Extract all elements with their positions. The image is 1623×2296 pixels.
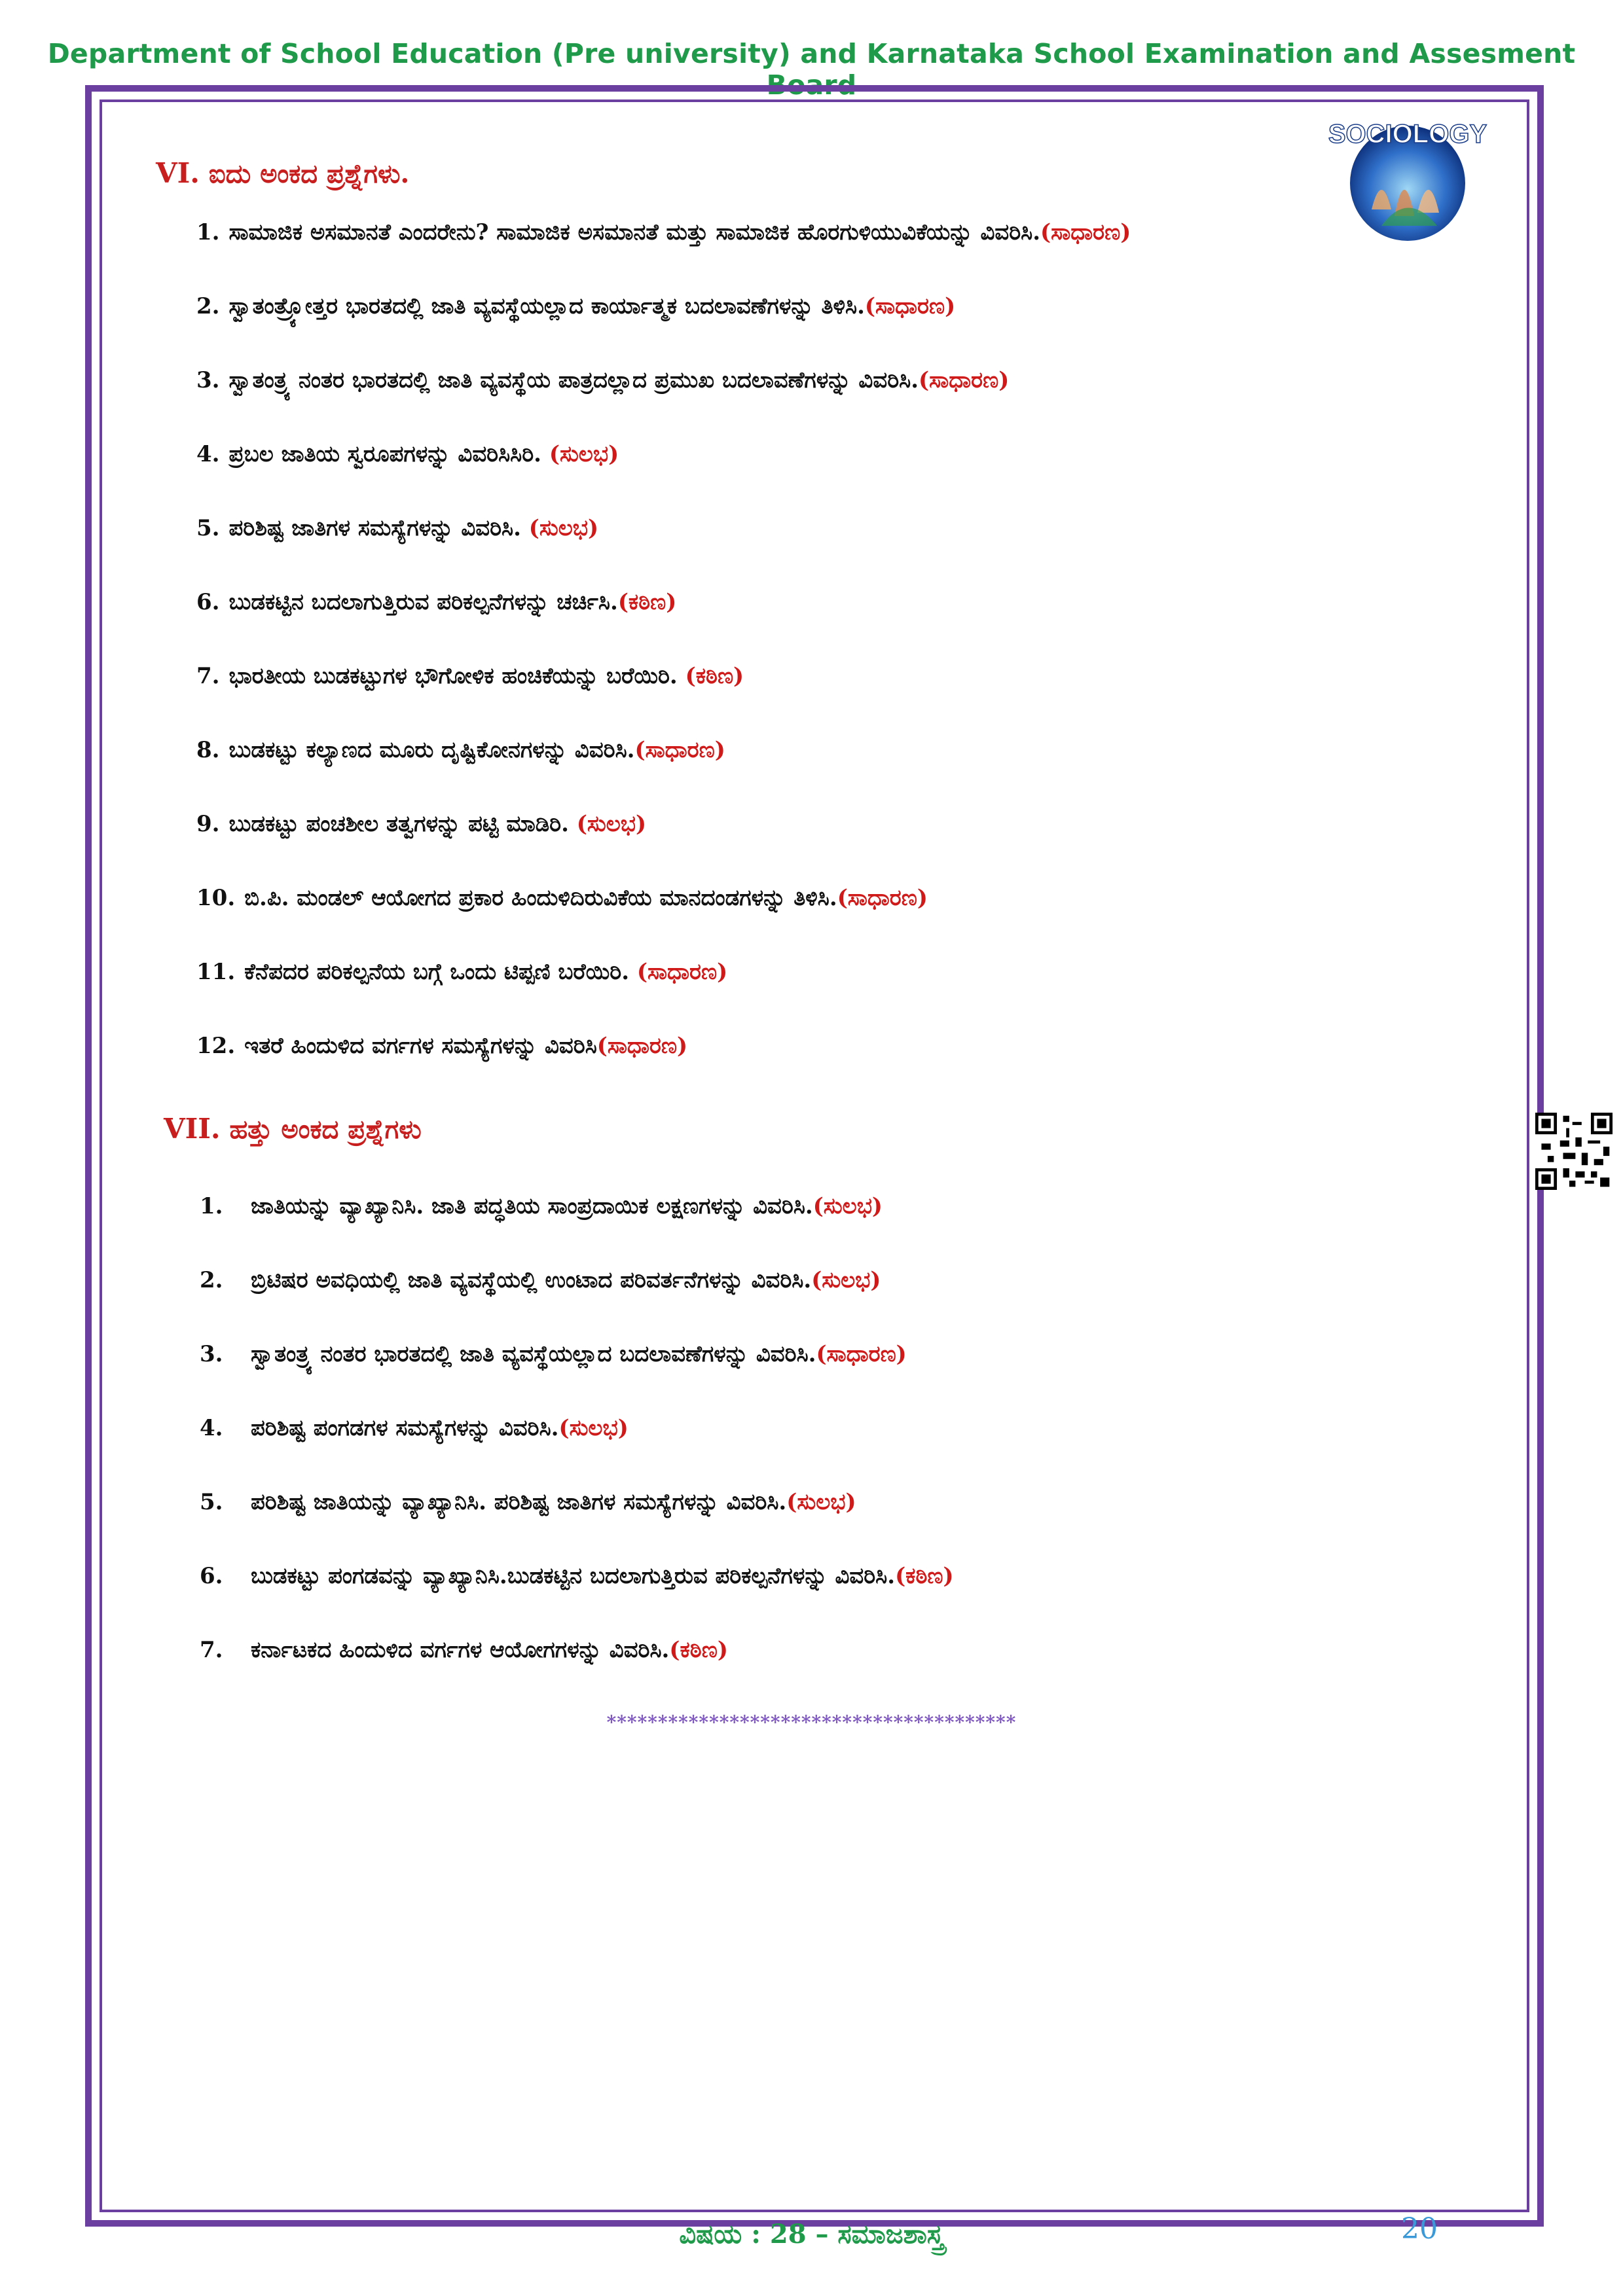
question-item: 12. ಇತರೆ ಹಿಂದುಳಿದ ವರ್ಗಗಳ ಸಮಸ್ಯೆಗಳನ್ನು ವಿವರಿಸಿ(ಸಾಧಾರಣ) bbox=[196, 1033, 688, 1059]
qr-code bbox=[1535, 1113, 1613, 1190]
difficulty-label: (ಸುಲಭ) bbox=[812, 1193, 883, 1219]
question-item: 8. ಬುಡಕಟ್ಟು ಕಲ್ಯಾಣದ ಮೂರು ದೃಷ್ಟಿಕೋನಗಳನ್ನು ವಿವರಿಸಿ.(ಸಾಧಾರಣ) bbox=[196, 737, 725, 763]
difficulty-label: (ಸಾಧಾರಣ) bbox=[634, 737, 725, 763]
section-number: VI. bbox=[156, 157, 200, 189]
question-item: 1. ಸಾಮಾಜಿಕ ಅಸಮಾನತೆ ಎಂದರೇನು? ಸಾಮಾಜಿಕ ಅಸಮಾನತೆ ಮತ್ತು ಸಾಮಾಜಿಕ ಹೊರಗುಳಿಯುವಿಕೆಯನ್ನು ವಿವರಿಸಿ.(ಸಾಧಾರಣ) bbox=[196, 219, 1131, 245]
section-title: ಐದು ಅಂಕದ ಪ್ರಶ್ನೆಗಳು. bbox=[208, 158, 410, 189]
difficulty-label: (ಸಾಧಾರಣ) bbox=[816, 1341, 907, 1367]
difficulty-label: (ಸುಲಭ) bbox=[576, 811, 647, 837]
sociology-logo bbox=[1309, 111, 1506, 242]
page-number: 20 bbox=[1401, 2212, 1438, 2246]
difficulty-label: (ಸುಲಭ) bbox=[528, 515, 599, 541]
difficulty-label: (ಸಾಧಾರಣ) bbox=[837, 885, 928, 911]
section-title: ಹತ್ತು ಅಂಕದ ಪ್ರಶ್ನೆಗಳು bbox=[229, 1114, 422, 1145]
footer-subject: ವಿಷಯ : 28 – ಸಮಾಜಶಾಸ್ತ್ರ bbox=[679, 2219, 944, 2250]
difficulty-label: (ಸುಲಭ) bbox=[558, 1415, 629, 1441]
svg-text:SOCIOLOGY: SOCIOLOGY bbox=[1328, 120, 1487, 149]
question-item: 1. ಜಾತಿಯನ್ನು ವ್ಯಾಖ್ಯಾನಿಸಿ. ಜಾತಿ ಪದ್ಧತಿಯ ಸಾಂಪ್ರದಾಯಿಕ ಲಕ್ಷಣಗಳನ್ನು ವಿವರಿಸಿ.(ಸುಲಭ) bbox=[200, 1193, 883, 1219]
difficulty-label: (ಕಠಿಣ) bbox=[617, 589, 677, 615]
question-item: 7. ಕರ್ನಾಟಕದ ಹಿಂದುಳಿದ ವರ್ಗಗಳ ಆಯೋಗಗಳನ್ನು ವಿವರಿಸಿ.(ಕಠಿಣ) bbox=[200, 1637, 728, 1663]
question-item: 6. ಬುಡಕಟ್ಟಿನ ಬದಲಾಗುತ್ತಿರುವ ಪರಿಕಲ್ಪನೆಗಳನ್ನು ಚರ್ಚಿಸಿ.(ಕಠಿಣ) bbox=[196, 589, 677, 615]
difficulty-label: (ಸಾಧಾರಣ) bbox=[596, 1033, 688, 1059]
difficulty-label: (ಸಾಧಾರಣ) bbox=[864, 293, 956, 319]
question-item: 10. ಬಿ.ಪಿ. ಮಂಡಲ್ ಆಯೋಗದ ಪ್ರಕಾರ ಹಿಂದುಳಿದಿರುವಿಕೆಯ ಮಾನದಂಡಗಳನ್ನು ತಿಳಿಸಿ.(ಸಾಧಾರಣ) bbox=[196, 885, 928, 911]
question-item: 2. ಬ್ರಿಟಿಷರ ಅವಧಿಯಲ್ಲಿ ಜಾತಿ ವ್ಯವಸ್ಥೆಯಲ್ಲಿ ಉಂಟಾದ ಪರಿವರ್ತನೆಗಳನ್ನು ವಿವರಿಸಿ.(ಸುಲಭ) bbox=[200, 1267, 881, 1293]
question-item: 3. ಸ್ವಾತಂತ್ರ್ಯ ನಂತರ ಭಾರತದಲ್ಲಿ ಜಾತಿ ವ್ಯವಸ್ಥೆಯ ಪಾತ್ರದಲ್ಲಾದ ಪ್ರಮುಖ ಬದಲಾವಣೆಗಳನ್ನು ವಿವರಿಸಿ.(ಸಾಧಾರಣ) bbox=[196, 367, 1010, 393]
difficulty-label: (ಸುಲಭ) bbox=[549, 441, 619, 467]
section-number: VII. bbox=[164, 1113, 221, 1145]
section-seven-heading bbox=[164, 1113, 422, 1145]
question-item: 3. ಸ್ವಾತಂತ್ರ್ಯ ನಂತರ ಭಾರತದಲ್ಲಿ ಜಾತಿ ವ್ಯವಸ್ಥೆಯಲ್ಲಾದ ಬದಲಾವಣೆಗಳನ್ನು ವಿವರಿಸಿ.(ಸಾಧಾರಣ) bbox=[200, 1341, 907, 1367]
question-item: 7. ಭಾರತೀಯ ಬುಡಕಟ್ಟುಗಳ ಭೌಗೋಳಿಕ ಹಂಚಿಕೆಯನ್ನು ಬರೆಯಿರಿ. (ಕಠಿಣ) bbox=[196, 663, 744, 689]
question-item: 4. ಪರಿಶಿಷ್ಟ ಪಂಗಡಗಳ ಸಮಸ್ಯೆಗಳನ್ನು ವಿವರಿಸಿ.(ಸುಲಭ) bbox=[200, 1415, 629, 1441]
separator-stars: **************************************** bbox=[606, 1712, 1017, 1733]
page-border-inner bbox=[100, 99, 1529, 2212]
question-item: 4. ಪ್ರಬಲ ಜಾತಿಯ ಸ್ವರೂಪಗಳನ್ನು ವಿವರಿಸಿಸಿರಿ. (ಸುಲಭ) bbox=[196, 441, 619, 467]
difficulty-label: (ಸುಲಭ) bbox=[786, 1489, 856, 1515]
question-item: 11. ಕೆನೆಪದರ ಪರಿಕಲ್ಪನೆಯ ಬಗ್ಗೆ ಒಂದು ಟಿಪ್ಪಣಿ ಬರೆಯಿರಿ. (ಸಾಧಾರಣ) bbox=[196, 959, 728, 985]
question-item: 5. ಪರಿಶಿಷ್ಟ ಜಾತಿಗಳ ಸಮಸ್ಯೆಗಳನ್ನು ವಿವರಿಸಿ. (ಸುಲಭ) bbox=[196, 515, 599, 541]
difficulty-label: (ಸಾಧಾರಣ) bbox=[919, 367, 1010, 393]
page-header: Department of School Education (Pre university) and Karnataka School Examination and Assesment Board bbox=[47, 38, 1576, 101]
difficulty-label: (ಸುಲಭ) bbox=[811, 1267, 881, 1293]
question-item: 9. ಬುಡಕಟ್ಟು ಪಂಚಶೀಲ ತತ್ವಗಳನ್ನು ಪಟ್ಟಿ ಮಾಡಿರಿ. (ಸುಲಭ) bbox=[196, 811, 647, 837]
question-item: 2. ಸ್ವಾತಂತ್ರ್ಯೋತ್ತರ ಭಾರತದಲ್ಲಿ ಜಾತಿ ವ್ಯವಸ್ಥೆಯಲ್ಲಾದ ಕಾರ್ಯಾತ್ಮಕ ಬದಲಾವಣೆಗಳನ್ನು ತಿಳಿಸಿ.(ಸಾಧಾರಣ) bbox=[196, 293, 956, 319]
difficulty-label: (ಕಠಿಣ) bbox=[669, 1637, 728, 1663]
question-item: 5. ಪರಿಶಿಷ್ಟ ಜಾತಿಯನ್ನು ವ್ಯಾಖ್ಯಾನಿಸಿ. ಪರಿಶಿಷ್ಟ ಜಾತಿಗಳ ಸಮಸ್ಯೆಗಳನ್ನು ವಿವರಿಸಿ.(ಸುಲಭ) bbox=[200, 1489, 856, 1515]
difficulty-label: (ಸಾಧಾರಣ) bbox=[636, 959, 728, 985]
difficulty-label: (ಕಠಿಣ) bbox=[895, 1563, 954, 1589]
difficulty-label: (ಸಾಧಾರಣ) bbox=[1040, 219, 1131, 245]
question-item: 6. ಬುಡಕಟ್ಟು ಪಂಗಡವನ್ನು ವ್ಯಾಖ್ಯಾನಿಸಿ.ಬುಡಕಟ್ಟಿನ ಬದಲಾಗುತ್ತಿರುವ ಪರಿಕಲ್ಪನೆಗಳನ್ನು ವಿವರಿಸಿ.(ಕಠಿಣ) bbox=[200, 1563, 954, 1589]
section-six-heading bbox=[156, 157, 409, 189]
difficulty-label: (ಕಠಿಣ) bbox=[685, 663, 744, 689]
